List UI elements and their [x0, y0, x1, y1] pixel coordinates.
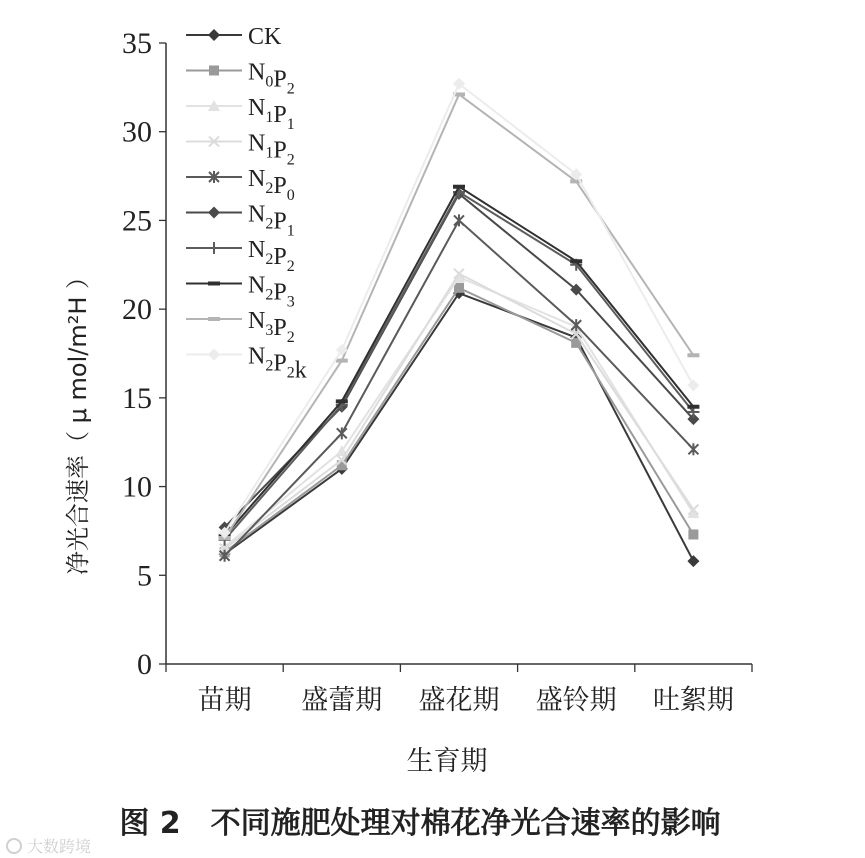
- data-point: [208, 282, 220, 286]
- data-point: [570, 259, 582, 263]
- legend-item: [186, 131, 295, 169]
- x-tick-label: 盛铃期: [535, 685, 617, 716]
- data-point: [208, 207, 220, 219]
- data-point: [687, 379, 699, 391]
- y-tick-label: 35: [122, 27, 152, 60]
- legend-label: $N_2P_3$: [248, 272, 295, 311]
- y-tick-label: 25: [122, 204, 152, 238]
- series-line: [225, 94, 694, 538]
- watermark-text: 大数跨境: [27, 837, 92, 856]
- x-tick-label: 苗期: [197, 685, 252, 716]
- x-tick-label: 吐絮期: [652, 685, 734, 716]
- data-point: [209, 66, 219, 76]
- series-N2P1: [219, 188, 700, 534]
- legend-item: [186, 24, 282, 50]
- legend-item: [186, 166, 295, 204]
- y-axis-title: 净光合速率（ μ mol/m²H ）: [64, 264, 92, 576]
- data-point: [336, 399, 348, 403]
- y-tick-label: 20: [122, 293, 152, 327]
- chart-legend: [186, 24, 307, 384]
- data-point: [208, 242, 220, 254]
- y-tick-label: 30: [122, 115, 152, 149]
- legend-label: $N_1P_1$: [248, 95, 295, 133]
- legend-item: [186, 308, 295, 346]
- data-point: [336, 344, 348, 356]
- data-point: [336, 359, 348, 363]
- legend-label: CK: [248, 24, 282, 50]
- series-line: [225, 274, 694, 549]
- legend-item: [186, 95, 295, 133]
- figure-caption: 图 2 不同施肥处理对棉花净光合速率的影响: [119, 806, 721, 841]
- legend-item: [186, 237, 295, 275]
- data-point: [208, 317, 220, 321]
- series-N1P2: [220, 269, 699, 554]
- y-tick-label: 5: [137, 559, 152, 593]
- series-line: [225, 293, 694, 561]
- legend-item: [186, 273, 295, 311]
- chart-axes: [122, 27, 752, 716]
- data-point: [208, 349, 220, 361]
- legend-label: $N_3P_2$: [248, 308, 295, 346]
- legend-label: $N_0P_2$: [248, 59, 295, 98]
- legend-item: [186, 344, 307, 384]
- watermark-icon: [7, 839, 21, 853]
- x-tick-label: 盛蕾期: [301, 685, 383, 716]
- data-point: [454, 214, 464, 226]
- x-axis-title: 生育期: [406, 746, 488, 777]
- series-line: [225, 84, 694, 533]
- legend-label: $N_2P_2$: [248, 237, 295, 275]
- series-line: [225, 288, 694, 552]
- data-point: [454, 283, 464, 293]
- y-tick-label: 15: [122, 381, 152, 415]
- data-point: [688, 443, 698, 455]
- x-tick-label: 盛花期: [418, 685, 500, 716]
- data-point: [688, 529, 698, 539]
- data-point: [208, 29, 220, 41]
- data-point: [337, 427, 347, 439]
- legend-item: [186, 60, 295, 98]
- data-point: [687, 405, 699, 409]
- y-tick-label: 0: [137, 648, 152, 681]
- legend-label: $N_2P_2k$: [248, 343, 307, 384]
- data-point: [687, 353, 699, 357]
- series-line: [225, 277, 694, 547]
- data-point: [687, 555, 699, 567]
- legend-item: [186, 202, 295, 240]
- data-point: [453, 185, 465, 189]
- watermark-logo: [7, 837, 91, 856]
- series-line: [225, 220, 694, 555]
- legend-label: $N_1P_2$: [248, 130, 295, 169]
- legend-label: $N_2P_1$: [248, 201, 295, 240]
- legend-label: $N_2P_0$: [248, 166, 295, 204]
- y-tick-label: 10: [122, 470, 152, 504]
